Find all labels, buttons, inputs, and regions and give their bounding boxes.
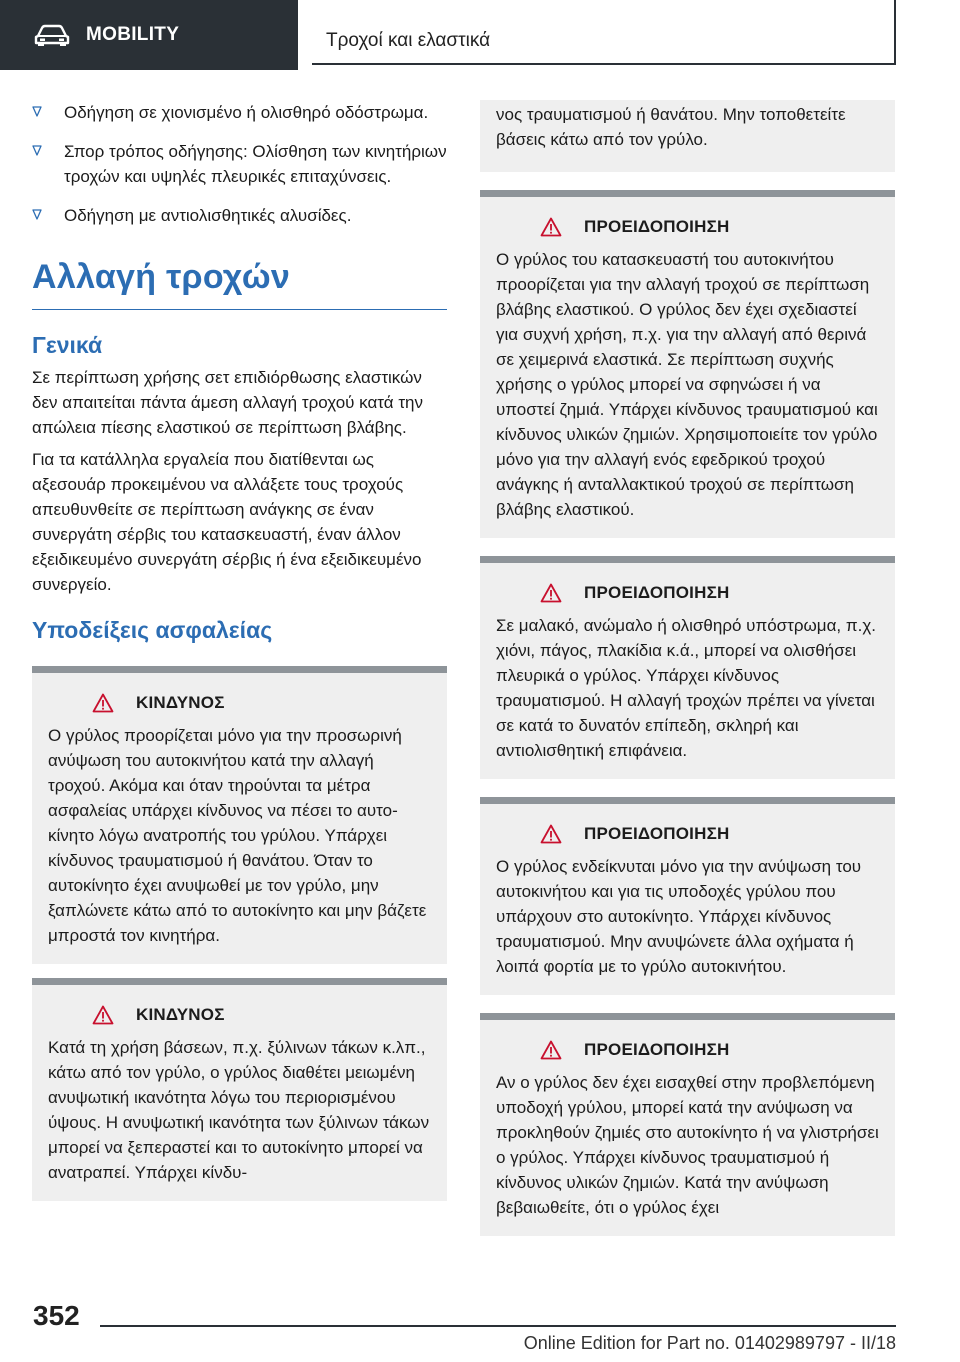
warning-triangle-icon	[540, 1040, 562, 1060]
warning-title: ΠΡΟΕΙΔΟΠΟΙΗΣΗ	[584, 1040, 730, 1059]
warning-triangle-icon	[92, 1005, 114, 1025]
triangle-bullet-icon	[32, 106, 42, 117]
chapter-tab-label: MOBILITY	[86, 24, 180, 45]
warning-text: νος τραυματισμού ή θανάτου. Μην τοποθετείτε βάσεις κάτω από τον γρύλο.	[496, 105, 846, 149]
triangle-bullet-icon	[32, 209, 42, 220]
list-item-text: Οδήγηση με αντιολισθητικές αλυσίδες.	[64, 206, 352, 225]
warning-triangle-icon	[92, 693, 114, 713]
subsection-safety-title: Υποδείξεις ασφαλείας	[32, 617, 273, 643]
warning-header	[496, 824, 883, 844]
list-item	[32, 203, 447, 228]
page-title: Τροχοί και ελαστικά	[326, 30, 491, 51]
warning-triangle-icon	[540, 217, 562, 237]
subsection-general-title: Γενικά	[32, 332, 103, 358]
page-number: 352	[33, 1300, 80, 1331]
warning-box	[480, 1013, 895, 1236]
warning-title: ΠΡΟΕΙΔΟΠΟΙΗΣΗ	[584, 583, 730, 602]
warning-text: Ο γρύλος προορίζεται μόνο για την προσωρινή ανύψωση του αυτοκινήτου κατά την αλλαγή τροχού. Ακόμα και όταν τηρούνται τα μέτρα ασφαλείας υπάρχει κίνδυνος να πέσει το αυτοκίνητο λόγω ανατροπής του γρύλου. Υπάρχει κίνδυνος τραυματισμού ή θανάτου. Όταν το αυτοκίνητο έχει ανυψωθεί με τον γρύλο, μην ξαπλώνετε κάτω από το αυτοκίνητο και μην βάζετε μπροστά τον κινητήρα.	[48, 726, 427, 945]
page-header	[0, 0, 960, 70]
warning-text: Ο γρύλος του κατασκευαστή του αυτοκινήτου προορίζεται για την αλλαγή τροχού σε περίπτωση βλάβης ελαστικού. Ο γρύλος δεν έχει σχεδιαστεί για συχνή χρήση, π.χ. για την αλλαγή από θερινά σε χειμερινά ελαστικά. Σε περίπτωση συχνής χρήσης ο γρύλος μπορεί να σφηνώσει ή να υποστεί ζημιά. Υπάρχει κίνδυνος τραυματισμού και κίνδυνος υλικών ζημιών. Χρησιμοποιείτε τον γρύλο μόνο για την αλλαγή ενός εφεδρικού τροχού ανάγκης ή ανταλλακτικού τροχού σε περίπτωση βλάβης ελαστικού.	[496, 250, 878, 519]
warning-title: ΠΡΟΕΙΔΟΠΟΙΗΣΗ	[584, 217, 730, 236]
warning-header	[496, 1040, 883, 1060]
warning-text: Ο γρύλος ενδείκνυται μόνο για την ανύψωση του αυτοκινήτου και για τις υποδοχές γρύλου που υπάρχουν στο αυτοκίνητο. Υπάρχει κίνδυνος τραυματισμού. Μην ανυψώνετε άλλα οχήματα ή λοιπά φορτία με το γρύλο αυτοκινήτου.	[496, 857, 862, 976]
warning-box	[480, 797, 895, 995]
warning-title: ΠΡΟΕΙΔΟΠΟΙΗΣΗ	[584, 824, 730, 843]
warning-text: Σε μαλακό, ανώμαλο ή ολισθηρό υπόστρωμα, π.χ. χιόνι, πάγος, πλακίδια κ.ά., μπορεί να ολισθήσει πλευρικά ο γρύλος. Υπάρχει κίνδυνος τραυματισμού. Η αλλαγή τροχών πρέπει να γίνεται σε κατά το δυνατόν επίπεδη, σκληρή και αντιολισθητική επιφάνεια.	[496, 616, 876, 760]
warning-title: ΚΙΝΔΥΝΟΣ	[136, 1005, 225, 1024]
header-title-box	[312, 0, 896, 65]
warning-box	[480, 556, 895, 779]
warning-title: ΚΙΝΔΥΝΟΣ	[136, 693, 225, 712]
list-item-text: Οδήγηση σε χιονισμένο ή ολισθηρό οδόστρωμα.	[64, 103, 429, 122]
footer-edition-text: Online Edition for Part no. 01402989797 - II/18	[523, 1333, 896, 1353]
warning-text: Κατά τη χρήση βάσεων, π.χ. ξύλινων τάκων κ.λπ., κάτω από τον γρύλο, ο γρύλος διαθέτει μειωμένη ανυψωτική ικανότητα λόγω του περιορισμένου ύψους. Η ανυψωτική ικανότητα των ξύλινων τάκων μπορεί να ξεπεραστεί και το αυτοκίνητο μπορεί να ανατραπεί. Υπάρχει κίνδυ-	[48, 1038, 430, 1182]
warning-triangle-icon	[540, 824, 562, 844]
chapter-tab[interactable]	[0, 0, 298, 70]
danger-box	[32, 666, 447, 964]
warning-triangle-icon	[540, 583, 562, 603]
warning-header	[48, 693, 435, 713]
list-item	[32, 100, 447, 125]
list-item	[32, 139, 447, 189]
triangle-bullet-icon	[32, 145, 42, 156]
section-title: Αλλαγή τροχών	[32, 258, 447, 310]
general-paragraph-1: Σε περίπτωση χρήσης σετ επιδιόρθωσης ελαστικών δεν απαιτείται πάντα άμεση αλλαγή τροχού κατά την απώλεια πίεσης ελαστικού σε περίπτωση βλάβης.	[32, 368, 423, 437]
footer-divider	[100, 1325, 896, 1327]
danger-box-continued	[480, 100, 895, 172]
right-column	[480, 100, 895, 1250]
general-paragraph-2: Για τα κατάλληλα εργαλεία που διατίθενται ως αξεσουάρ προκειμένου να αλλάξετε τους τροχούς απευθυνθείτε σε περίπτωση ανάγκης σε έναν συνεργάτη σέρβις του κατασκευαστή, έναν άλλον εξειδικευμένο συνεργάτη σέρβις ή ένα εξειδικευμένο συνεργείο.	[32, 450, 422, 594]
warning-box	[480, 190, 895, 538]
list-item-text: Σπορ τρόπος οδήγησης: Ολίσθηση των κινητήριων τροχών και υψηλές πλευρικές επιταχύνσεις.	[64, 142, 447, 186]
danger-box	[32, 978, 447, 1201]
warning-header	[48, 1005, 435, 1025]
warning-header	[496, 217, 883, 237]
left-column	[32, 100, 447, 1215]
car-icon	[34, 24, 70, 46]
warning-header	[496, 583, 883, 603]
warning-text: Αν ο γρύλος δεν έχει εισαχθεί στην προβλεπόμενη υποδοχή γρύλου, μπορεί κατά την ανύψωση να προκληθούν ζημιές στο αυτοκίνητο ή να γλιστρήσει ο γρύλος. Υπάρχει κίνδυνος τραυματισμού ή κίνδυνος υλικών ζημιών. Κατά την ανύψωση βεβαιωθείτε, ότι ο γρύλος έχει	[496, 1073, 879, 1217]
